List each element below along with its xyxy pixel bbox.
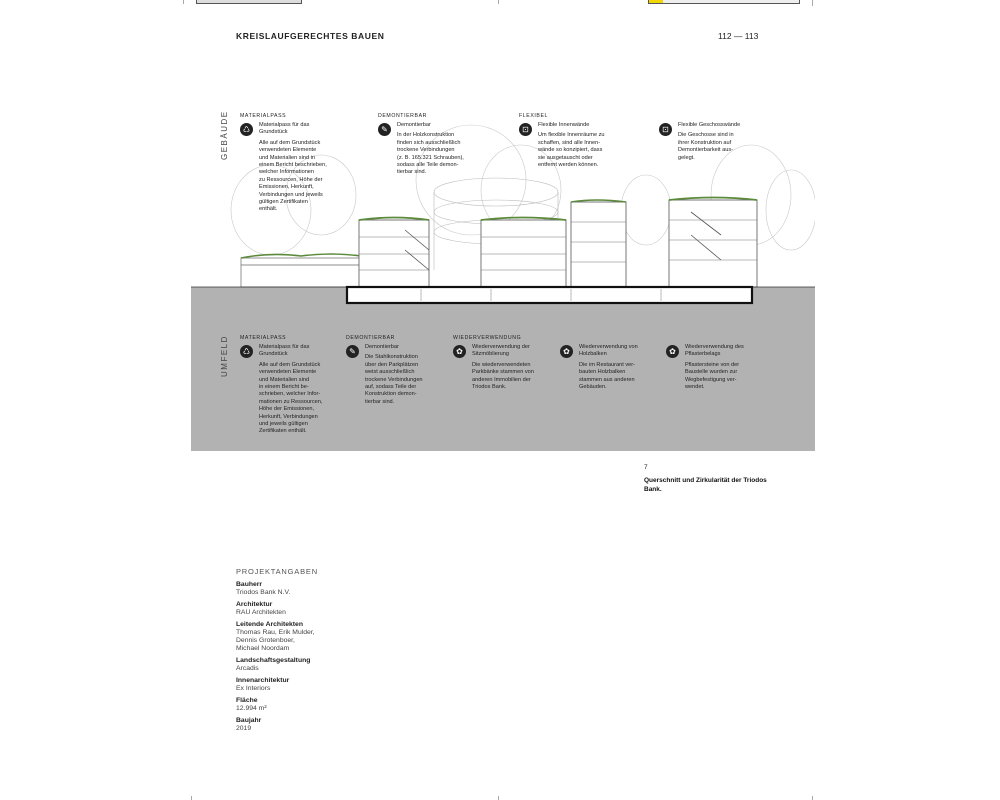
- entry-value: RAU Architekten: [236, 609, 286, 616]
- item-description: trockene Verbindungen: [397, 147, 455, 154]
- project-entry: [236, 581, 396, 597]
- item-description: über den Parkplätzen: [365, 361, 419, 368]
- project-data: [236, 567, 396, 737]
- item-description: finden sich ausschließlich: [397, 139, 461, 146]
- entry-value: 2019: [236, 725, 252, 732]
- item-description: schrieben, welcher Infor-: [259, 391, 321, 398]
- entry-value: Thomas Rau, Erik Mulder,: [236, 629, 315, 636]
- item-description: gültigen Zertifikaten: [259, 199, 308, 206]
- annotation-item: [240, 122, 350, 214]
- project-entry: [236, 621, 396, 653]
- item-description: Gebäuden.: [579, 384, 607, 391]
- entry-label: Architektur: [236, 601, 273, 608]
- entry-label: Landschaftsgestaltung: [236, 657, 311, 664]
- item-heading: Demontierbar: [397, 122, 431, 128]
- item-description: einem Bericht beschrieben,: [259, 162, 327, 169]
- item-heading: Grundstück: [259, 129, 288, 136]
- item-description: trockene Verbindungen: [365, 376, 423, 383]
- item-description: anderen Immobilien der: [472, 376, 531, 383]
- item-description: sodass alle Teile demon-: [397, 162, 459, 169]
- item-description: tierbar sind.: [365, 398, 395, 405]
- project-entry: [236, 697, 396, 713]
- entry-label: Fläche: [236, 697, 258, 704]
- item-description: welcher Informationen: [259, 169, 315, 176]
- item-description: weist ausschließlich: [365, 369, 415, 376]
- entry-label: Baujahr: [236, 717, 262, 724]
- category-label: WIEDERVERWENDUNG: [453, 335, 522, 341]
- item-description: und Materialien sind: [259, 376, 310, 383]
- item-description: Höhe der Emissionen,: [259, 406, 315, 413]
- item-description: Um flexible Innenräume zu: [538, 132, 605, 139]
- item-description: in einem Bericht be-: [259, 384, 309, 391]
- category-label: DEMONTIERBAR: [378, 113, 427, 119]
- item-description: schaffen, sind alle Innen-: [538, 139, 601, 146]
- crop-mark: [812, 0, 813, 6]
- item-description: gelegt.: [678, 154, 695, 161]
- annotation-item: [378, 122, 488, 177]
- item-description: Emissionen, Herkunft,: [259, 184, 314, 191]
- item-heading: Wiederverwendung des: [685, 344, 744, 350]
- entry-value: Arcadis: [236, 665, 259, 672]
- color-bar-left: [196, 0, 302, 4]
- item-description: ihrer Konstruktion auf: [678, 139, 732, 146]
- item-description: Die wiederverwendeten: [472, 361, 531, 368]
- entry-label: Bauherr: [236, 581, 263, 588]
- item-heading: Demontierbar: [365, 344, 399, 350]
- annotation-item: [666, 344, 776, 391]
- item-heading: Sitzmöblierung: [472, 351, 509, 358]
- category-label: FLEXIBEL: [519, 113, 549, 119]
- item-description: und Materialien sind in: [259, 154, 315, 161]
- side-label-surroundings: UMFELD: [220, 335, 229, 377]
- item-description: Herkunft, Verbindungen: [259, 413, 318, 420]
- item-description: und jeweils gültigen: [259, 421, 308, 428]
- crop-mark: [498, 796, 499, 800]
- page-numbers: 112 — 113: [718, 31, 759, 41]
- annotation-item: [346, 344, 451, 406]
- material-passport-icon: ♺: [240, 123, 253, 136]
- item-heading: Pflasterbelags: [685, 351, 721, 358]
- material-passport-icon: ♺: [240, 345, 253, 358]
- item-description: mationen zu Ressourcen,: [259, 398, 323, 405]
- crop-mark: [191, 796, 192, 800]
- crop-mark: [498, 0, 499, 4]
- item-description: Baustelle wurden zur: [685, 369, 738, 376]
- annotation-item: [519, 122, 629, 169]
- project-entry: [236, 677, 396, 693]
- annotation-item: [453, 344, 558, 391]
- color-bar-right: [648, 0, 800, 4]
- item-heading: Wiederverwendung der: [472, 344, 530, 350]
- item-description: tierbar sind.: [397, 169, 427, 176]
- item-description: Zertifikaten enthält.: [259, 428, 307, 435]
- annotation-item: [560, 344, 665, 391]
- project-entry: [236, 717, 396, 733]
- item-description: Die im Restaurant ver-: [579, 361, 635, 368]
- annotation-item: [240, 344, 345, 436]
- entry-value: Triodos Bank N.V.: [236, 589, 291, 596]
- entry-label: Leitende Architekten: [236, 621, 303, 628]
- entry-value: Michael Noordam: [236, 645, 290, 652]
- item-description: auf, sodass Teile der: [365, 384, 417, 391]
- item-heading: Materialpass für das: [259, 122, 310, 128]
- entry-value: Ex Interiors: [236, 685, 271, 692]
- item-heading: Flexible Innenwände: [538, 122, 590, 128]
- item-heading: Flexible Geschosswände: [678, 122, 741, 128]
- item-description: Demontierbarkeit aus-: [678, 147, 734, 154]
- item-description: (z. B. 165.321 Schrauben),: [397, 154, 464, 161]
- side-label-building: GEBÄUDE: [220, 110, 229, 160]
- item-description: wände so konzipiert, dass: [538, 147, 603, 154]
- reuse-icon: ✿: [666, 345, 679, 358]
- flexible-icon: ⊡: [659, 123, 672, 136]
- category-label: MATERIALPASS: [240, 335, 287, 341]
- wrench-icon: ✎: [346, 345, 359, 358]
- item-heading: Holzbalken: [579, 351, 607, 358]
- item-description: enthält.: [259, 206, 278, 213]
- item-description: Verbindungen und jeweils: [259, 191, 323, 198]
- category-label: MATERIALPASS: [240, 113, 287, 119]
- item-description: zu Ressourcen, Höhe der: [259, 176, 323, 183]
- item-heading: Wiederverwendung von: [579, 344, 638, 350]
- project-entry: [236, 657, 396, 673]
- entry-value: Dennis Grotenboer,: [236, 637, 295, 644]
- item-description: bauten Holzbalken: [579, 369, 626, 376]
- project-data-title: PROJEKTANGABEN: [236, 567, 318, 576]
- item-description: Parkbänke stammen von: [472, 369, 534, 376]
- item-description: Alle auf dem Grundstück: [259, 139, 321, 146]
- annotation-item: [659, 122, 769, 162]
- running-header: KREISLAUFGERECHTES BAUEN: [236, 31, 385, 41]
- category-label: DEMONTIERBAR: [346, 335, 395, 341]
- item-description: verwendeten Elemente: [259, 147, 317, 154]
- item-description: Triodos Bank.: [472, 384, 507, 391]
- figure-caption: Querschnitt und Zirkularität der Triodos Bank.: [644, 477, 767, 493]
- reuse-icon: ✿: [453, 345, 466, 358]
- item-description: Wegbefestigung ver-: [685, 376, 737, 383]
- crop-mark: [812, 796, 813, 800]
- item-description: verwendeten Elemente: [259, 369, 317, 376]
- item-description: stammen aus anderen: [579, 376, 635, 383]
- item-heading: Materialpass für das: [259, 344, 310, 350]
- wrench-icon: ✎: [378, 123, 391, 136]
- item-description: wendet.: [685, 384, 705, 391]
- project-entry: [236, 601, 396, 617]
- crop-mark: [183, 0, 184, 4]
- item-description: In der Holzkonstruktion: [397, 132, 455, 139]
- item-description: Die Geschosse sind in: [678, 132, 734, 139]
- reuse-icon: ✿: [560, 345, 573, 358]
- item-description: Alle auf dem Grundstück: [259, 361, 321, 368]
- item-description: Die Stahlkonstruktion: [365, 354, 418, 361]
- item-description: Pflastersteine von der: [685, 361, 740, 368]
- figure-number: 7: [644, 464, 648, 471]
- item-description: Konstruktion demon-: [365, 391, 417, 398]
- item-description: entfernt werden können.: [538, 162, 599, 169]
- item-heading: Grundstück: [259, 351, 288, 358]
- item-description: sie ausgetauscht oder: [538, 154, 593, 161]
- flexible-icon: ⊡: [519, 123, 532, 136]
- entry-value: 12.994 m²: [236, 705, 267, 712]
- entry-label: Innenarchitektur: [236, 677, 290, 684]
